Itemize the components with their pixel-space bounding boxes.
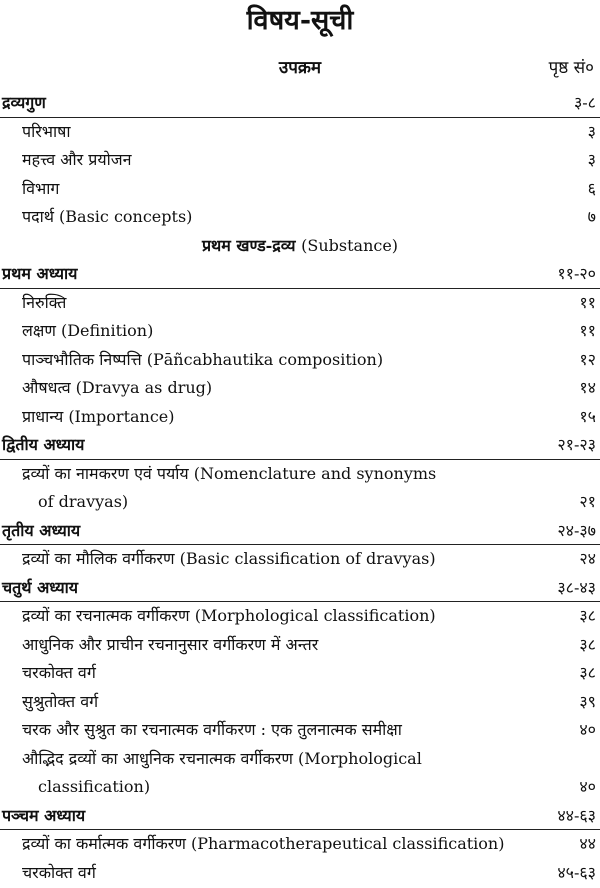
toc-continuation-row <box>0 773 600 802</box>
toc-item-row <box>0 859 600 888</box>
toc-entry-text: of dravyas) <box>38 492 129 511</box>
intro-heading: उपक्रम <box>278 58 322 78</box>
toc-page-number: ४० <box>579 777 596 796</box>
toc-entry-text: चतुर्थ अध्याय <box>2 577 79 597</box>
toc-page-number: ३८ <box>579 606 596 625</box>
toc-entry-text: classification) <box>38 777 151 796</box>
toc-entry-text: द्रव्यों का रचनात्मक वर्गीकरण (Morphological classification) <box>22 606 436 625</box>
toc-entry-text: प्रथम अध्याय <box>2 264 78 283</box>
toc-entry-text: पदार्थ (Basic concepts) <box>22 207 193 226</box>
toc-entry-text: औषधत्व (Dravya as drug) <box>22 378 213 397</box>
toc-page-number: ३८-४३ <box>557 577 596 597</box>
toc-page-number: ७ <box>587 207 596 226</box>
toc-entry-text: द्रव्यों का मौलिक वर्गीकरण (Basic classification of dravyas) <box>22 549 436 568</box>
toc-header-row <box>0 55 600 81</box>
toc-entry-text: पञ्चम अध्याय <box>2 805 86 825</box>
toc-entry-text: सुश्रुतोक्त वर्ग <box>22 691 99 711</box>
toc-page-number: ४५-६३ <box>557 862 596 882</box>
toc-item-row <box>0 317 600 346</box>
toc-page-number: ३८ <box>579 634 596 654</box>
toc-chapter-row <box>0 89 600 118</box>
toc-item-row <box>0 118 600 147</box>
page-title: विषय-सूची <box>246 5 354 36</box>
toc-page-number: ३-८ <box>573 93 596 112</box>
toc-item-row <box>0 374 600 403</box>
toc-chapter-row <box>0 574 600 603</box>
toc-item-row <box>0 830 600 859</box>
toc-entry-text: विभाग <box>22 178 60 198</box>
toc-item-row <box>0 346 600 375</box>
toc-page-number: ४४ <box>579 834 596 853</box>
toc-page-number: ३ <box>587 150 596 169</box>
toc-page-number: २१ <box>579 492 596 511</box>
toc-page-number: ११ <box>579 321 596 340</box>
toc-entry-text: महत्त्व और प्रयोजन <box>22 150 132 169</box>
toc-entry-text: निरुक्ति <box>22 292 67 312</box>
toc-item-row <box>0 175 600 204</box>
page-number-label: पृष्ठ सं० <box>548 58 594 78</box>
toc-entry-text: चरकोक्त वर्ग <box>22 862 96 882</box>
toc-chapter-row <box>0 431 600 460</box>
toc-item-row <box>0 460 600 489</box>
toc-page-number: ३८ <box>579 663 596 682</box>
toc-page-number: २४-३७ <box>557 520 596 540</box>
toc-item-row <box>0 545 600 574</box>
section-title-english: (Substance) <box>301 235 399 255</box>
toc-section-row <box>0 232 600 261</box>
toc-item-row <box>0 631 600 660</box>
toc-continuation-row <box>0 488 600 517</box>
toc-entry-text: पाञ्चभौतिक निष्पत्ति (Pāñcabhautika composition) <box>22 349 384 369</box>
toc-page-number: १२ <box>579 349 596 369</box>
toc-entry-text <box>0 232 600 261</box>
toc-page-number: ४० <box>579 720 596 739</box>
toc-item-row <box>0 403 600 432</box>
toc-item-row <box>0 688 600 717</box>
toc-chapter-row <box>0 517 600 546</box>
toc-list <box>0 89 600 887</box>
toc-page-number: २४ <box>579 549 596 568</box>
toc-entry-text: लक्षण (Definition) <box>22 321 154 340</box>
toc-page-number: ६ <box>587 178 596 198</box>
toc-item-row <box>0 602 600 631</box>
toc-item-row <box>0 146 600 175</box>
toc-entry-text: तृतीय अध्याय <box>2 520 81 540</box>
toc-item-row <box>0 716 600 745</box>
toc-page-number: ११-२० <box>557 264 596 283</box>
toc-page-number: ४४-६३ <box>557 805 596 825</box>
toc-page-number: १५ <box>579 406 596 426</box>
toc-entry-text: परिभाषा <box>22 121 71 141</box>
toc-chapter-row <box>0 260 600 289</box>
toc-entry-text: चरक और सुश्रुत का रचनात्मक वर्गीकरण : एक तुलनात्मक समीक्षा <box>22 720 402 739</box>
toc-entry-text: द्वितीय अध्याय <box>2 435 85 454</box>
toc-entry-text: औद्भिद द्रव्यों का आधुनिक रचनात्मक वर्गीकरण (Morphological <box>22 748 422 768</box>
toc-page-number: ३९ <box>579 691 596 711</box>
toc-entry-text: द्रव्यगुण <box>2 93 46 112</box>
toc-item-row <box>0 745 600 774</box>
toc-page-number: ३ <box>587 121 596 141</box>
toc-item-row <box>0 203 600 232</box>
toc-entry-text: चरकोक्त वर्ग <box>22 663 96 682</box>
toc-item-row <box>0 289 600 318</box>
toc-chapter-row <box>0 802 600 831</box>
toc-page-number: १४ <box>579 378 596 397</box>
section-title: प्रथम खण्ड-द्रव्य <box>201 235 296 255</box>
toc-page-number: २१-२३ <box>557 435 596 454</box>
toc-entry-text: द्रव्यों का नामकरण एवं पर्याय (Nomenclature and synonyms <box>22 463 437 483</box>
toc-item-row <box>0 659 600 688</box>
toc-page-number: ११ <box>579 292 596 312</box>
toc-entry-text: आधुनिक और प्राचीन रचनानुसार वर्गीकरण में अन्तर <box>22 634 319 654</box>
toc-entry-text: द्रव्यों का कर्मात्मक वर्गीकरण (Pharmacotherapeutical classification) <box>22 834 505 853</box>
toc-entry-text: प्राधान्य (Importance) <box>22 406 175 426</box>
